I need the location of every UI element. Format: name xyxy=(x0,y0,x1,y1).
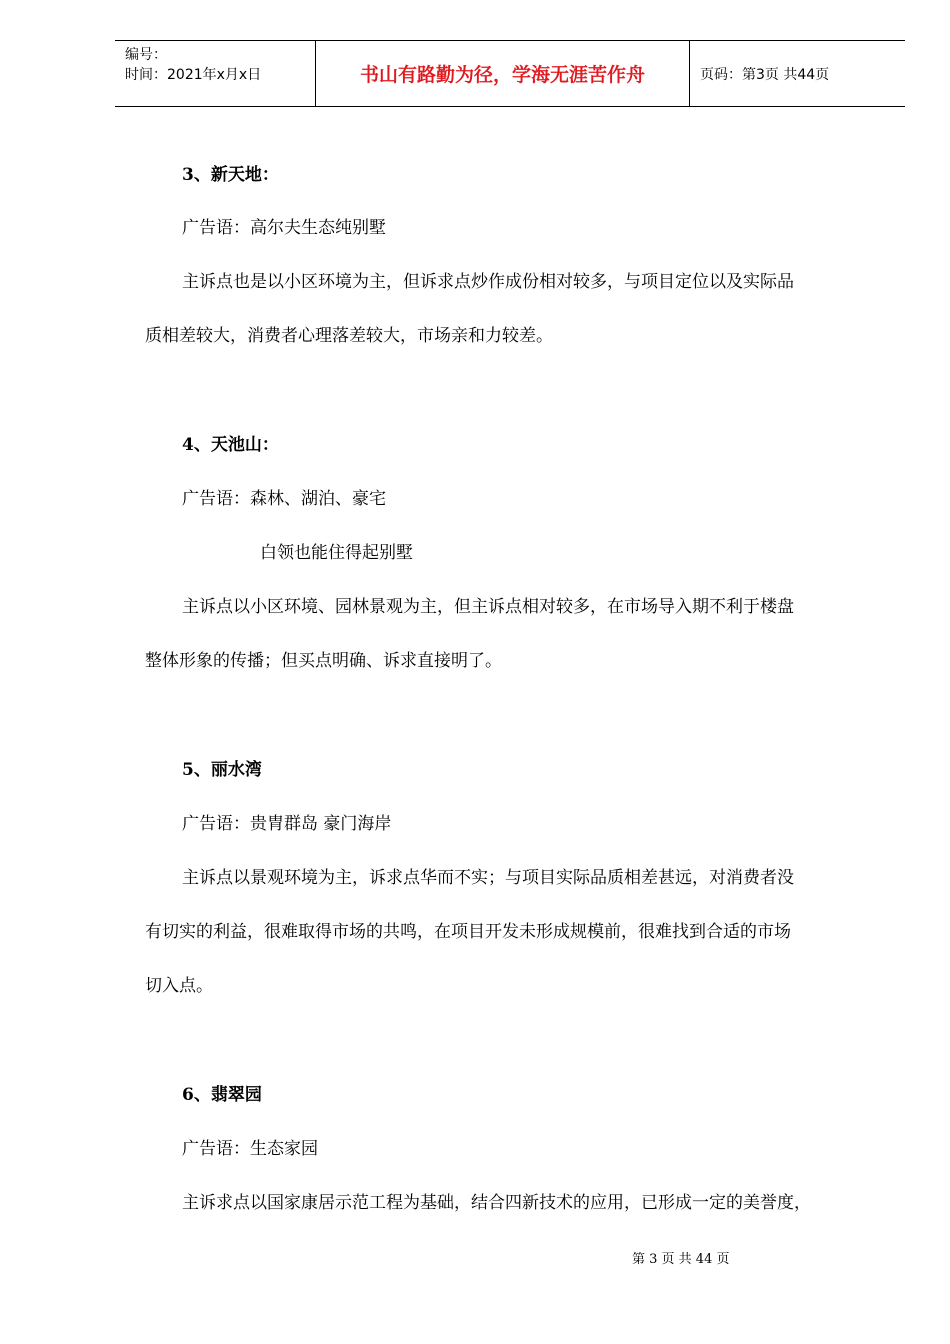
body-line: 主诉点以小区环境、园林景观为主，但主诉点相对较多，在市场导入期不利于楼盘 xyxy=(182,597,794,617)
section-title: 6、翡翠园 xyxy=(182,1085,262,1105)
page-header xyxy=(115,40,905,107)
section-slogan-2: 白领也能住得起别墅 xyxy=(260,543,413,563)
section-title: 5、丽水湾 xyxy=(182,760,262,780)
body-line: 主诉点也是以小区环境为主，但诉求点炒作成份相对较多，与项目定位以及实际品 xyxy=(182,272,794,292)
body-line: 整体形象的传播；但买点明确、诉求直接明了。 xyxy=(145,651,502,671)
section-slogan: 广告语：生态家园 xyxy=(182,1139,318,1159)
header-meta xyxy=(115,41,316,106)
body-line: 切入点。 xyxy=(145,976,213,996)
date-label: 时间：2021年x月x日 xyxy=(125,67,262,83)
body-line: 有切实的利益，很难取得市场的共鸣，在项目开发未形成规模前，很难找到合适的市场 xyxy=(145,922,791,942)
body-line: 主诉求点以国家康居示范工程为基础，结合四新技术的应用，已形成一定的美誉度， xyxy=(182,1193,811,1213)
page-footer: 第 3 页 共 44 页 xyxy=(632,1252,730,1267)
header-motto: 书山有路勤为径，学海无涯苦作舟 xyxy=(316,41,690,106)
body-line: 质相差较大，消费者心理落差较大，市场亲和力较差。 xyxy=(145,326,553,346)
section-slogan: 广告语：贵胄群岛 豪门海岸 xyxy=(182,814,392,834)
section-title: 3、新天地： xyxy=(182,165,279,185)
serial-label: 编号： xyxy=(125,47,167,63)
section-title: 4、天池山： xyxy=(182,435,279,455)
section-slogan: 广告语：高尔夫生态纯别墅 xyxy=(182,218,386,238)
header-page-number: 页码：第3页 共44页 xyxy=(700,66,830,83)
body-line: 主诉点以景观环境为主，诉求点华而不实；与项目实际品质相差甚远，对消费者没 xyxy=(182,868,794,888)
section-slogan: 广告语：森林、湖泊、豪宅 xyxy=(182,489,386,509)
